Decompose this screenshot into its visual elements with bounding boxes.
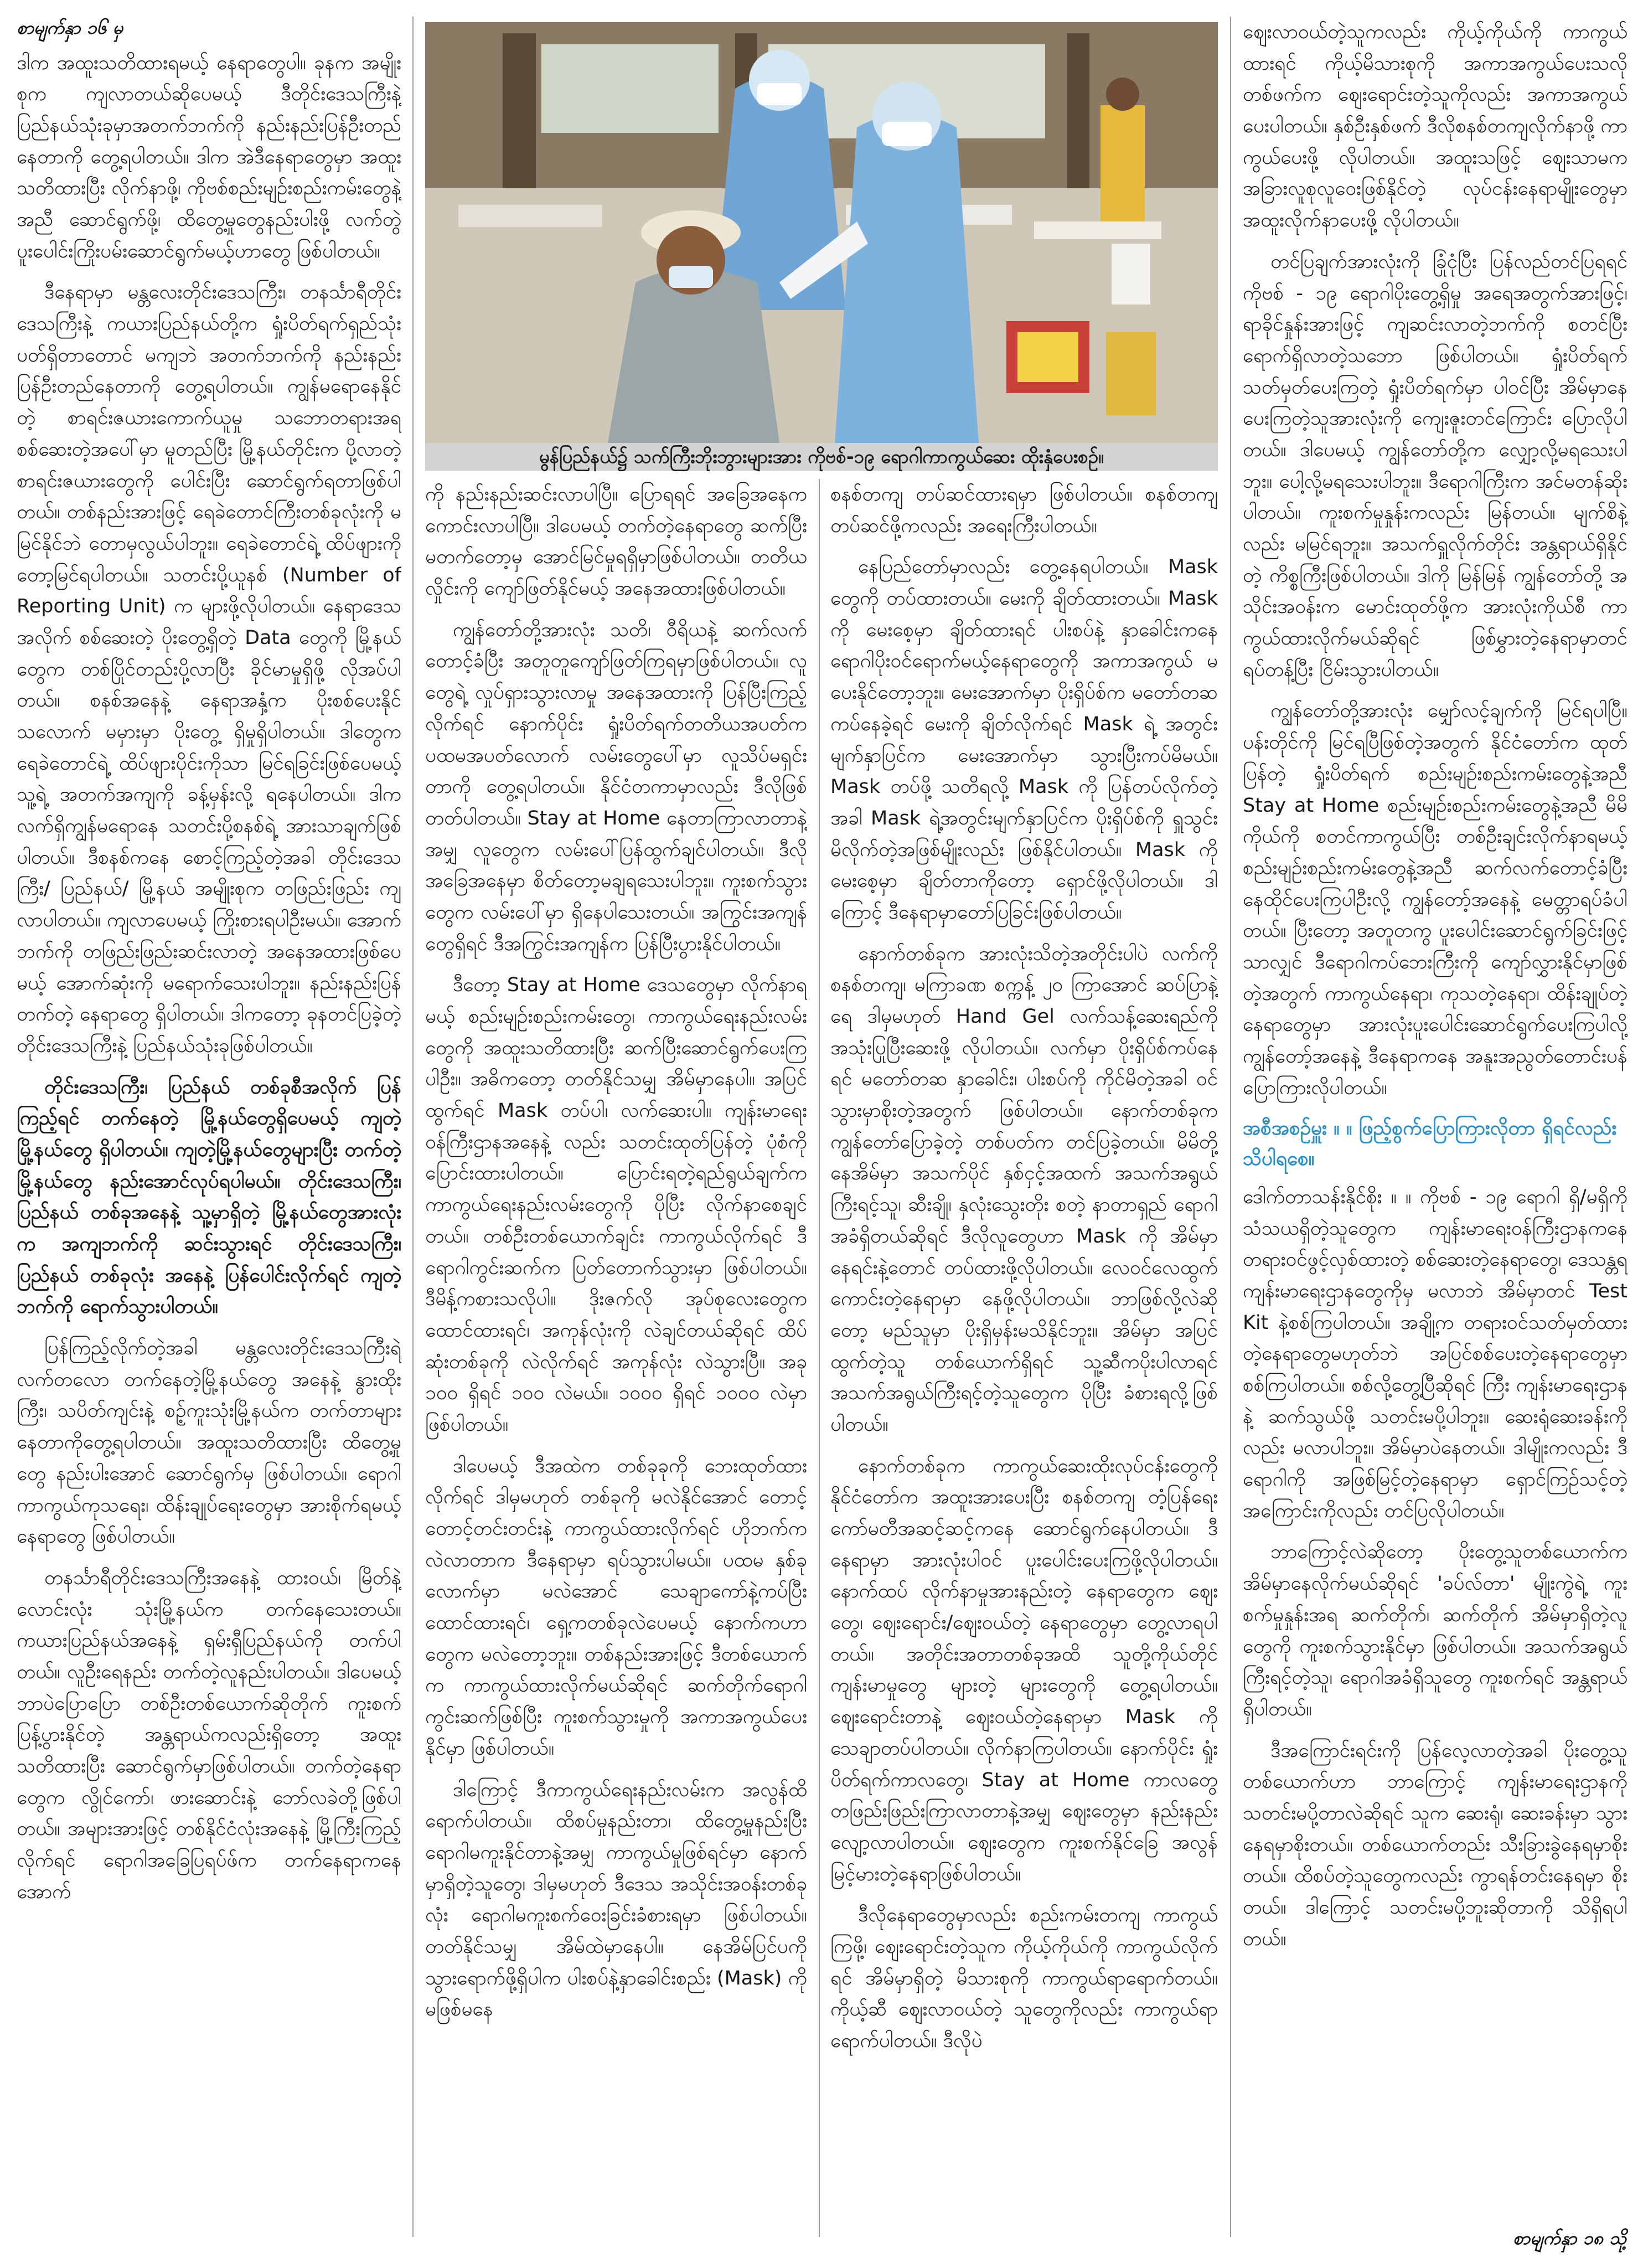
jump-from-label: စာမျက်နှာ ၁၆ မှ [17, 17, 123, 38]
paragraph: နောက်တစ်ခုက ကာကွယ်ဆေးထိုးလုပ်ငန်းတွေကို နိုင်ငံတော်က အထူးအားပေးပြီး စနစ်တကျ တံ့ပြန်ရေးကော်မတီအဆင့်ဆင့်ကနေ ဆောင်ရွက်နေပါတယ်။ ဒီနေရာမှာ အားလုံးပါဝင် ပူးပေါင်းပေးကြဖို့လိုပါတယ်။ နောက်ထပ် လိုက်နာမှုအားနည်းတဲ့ နေရာတွေက ဈေးတွေ၊ ဈေးရောင်း/ဈေးဝယ်တဲ့ နေရာတွေမှာ တွေ့လာရပါတယ်။ အတိုင်းအတာတစ်ခုအထိ သူတို့ကိုယ်တိုင် ကျန်းမာမှုတွေ များတဲ့ များတွေကို တွေ့ရပါတယ်။ ဈေးရောင်းတာနဲ့ ဈေးဝယ်တဲ့နေရာမှာ Mask ကို သေချာတပ်ပါတယ်။ လိုက်နာကြပါတယ်။ နောက်ပိုင်း ရှုံးပိတ်ရက်ကာလတွေ၊ Stay at Home ကာလတွေ တဖြည်းဖြည်းကြာလာတာနဲ့အမျှ ဈေးတွေမှာ နည်းနည်းလျော့လာပါတယ်။ ဈေးတွေက ကူးစက်နိုင်ခြေ အလွန်မြင့်မားတဲ့နေရာဖြစ်ပါတယ်။ [830, 1455, 1218, 1885]
paragraph: ပြန်ကြည့်လိုက်တဲ့အခါ မန္တလေးတိုင်းဒေသကြီးရဲ့ လက်တလော တက်နေတဲ့မြို့နယ်တွေ အနေနဲ့ နွားထိုးကြီး၊ သပိတ်ကျင်းနဲ့ စဉ့်ကူးသုံးမြို့နယ်က တက်တာများနေတာကိုတွေ့ရပါတယ်။ အထူးသတိထားပြီး ထိတွေ့မှုတွေ နည်းပါးအောင် ဆောင်ရွက်မှ ဖြစ်ပါတယ်။ ရောဂါ ကာကွယ်ကုသရေး၊ ထိန်းချုပ်ရေးတွေမှာ အားစိုက်ရမယ့် နေရာတွေ ဖြစ်ပါတယ်။ [17, 1337, 401, 1548]
paragraph: ဒီနေရာမှာ မန္တလေးတိုင်းဒေသကြီး၊ တနင်္သာရီတိုင်းဒေသကြီးနဲ့ ကယားပြည်နယ်တို့က ရှုံးပိတ်ရက်ရှည်သုံးပတ်ရှိတာတောင် မကျဘဲ အတက်ဘက်ကို နည်းနည်းပြန်ဦးတည်နေတာကို တွေ့ရပါတယ်။ ကျွန်မရောနေနိုင်တဲ့ စာရင်းဇယားကောက်ယူမှု သဘောတရားအရ စစ်ဆေးတဲ့အပေါ်မှာ မူတည်ပြီး မြို့နယ်တိုင်းက ပို့လာတဲ့ စာရင်းဇယားတွေကို ပေါင်းပြီး ဆောင်ရွက်ရတာဖြစ်ပါတယ်။ တစ်နည်းအားဖြင့် ရေခဲတောင်ကြီးတစ်ခုလုံးကို မမြင်နိုင်ဘဲ တောမှလွယ်ပါဘူး။ ရေခဲတောင်ရဲ့ ထိပ်ဖျားကို တော့မြင်ရပါတယ်။ သတင်းပို့ယူနစ် (Number of Reporting Unit) က များဖို့လိုပါတယ်။ နေရာဒေသအလိုက် စစ်ဆေးတဲ့ ပိုးတွေ့ရှိတဲ့ Data တွေကို မြို့နယ်တွေက တစ်ပြိုင်တည်းပို့လာပြီး ခိုင်မာမှုရှိဖို့ လိုအပ်ပါတယ်။ စနစ်အနေနဲ့ နေရာအနှံ့က ပိုးစစ်ပေးနိုင်သလောက် မမှားမှာ ပိုးတွေ့ ရှိမှုရှိပါတယ်။ ဒါတွေက ရေခဲတောင်ရဲ့ ထိပ်ဖျားပိုင်းကိုသာ မြင်ရခြင်းဖြစ်ပေမယ့် သူ့ရဲ့ အတက်အကျကို ခန့်မှန်းလို့ ရနေပါတယ်။ ဒါက လက်ရှိကျွန်မရောနေ သတင်းပို့စနစ်ရဲ့ အားသာချက်ဖြစ်ပါတယ်။ ဒီစနစ်ကနေ စောင့်ကြည့်တဲ့အခါ တိုင်းဒေသကြီး/ ပြည်နယ်/ မြို့နယ် အမျိုးစုက တဖြည်းဖြည်း ကျလာပါတယ်။ ကျလာပေမယ့် ကြိုးစားရပါဦးမယ်။ အောက်ဘက်ကို တဖြည်းဖြည်းဆင်းလာတဲ့ အနေအထားဖြစ်ပေမယ့် အောက်ဆုံးကို မရောက်သေးပါဘူး။ နည်းနည်းပြန်တက်တဲ့ နေရာတွေ ရှိပါတယ်။ ဒါကတော့ ခုနတင်ပြခဲ့တဲ့ တိုင်းဒေသကြီးနဲ့ ပြည်နယ်သုံးခုဖြစ်ပါတယ်။ [17, 281, 401, 1057]
paragraph: ဒီအကြောင်းရင်းကို ပြန်လေ့လာတဲ့အခါ ပိုးတွေ့သူတစ်ယောက်ဟာ ဘာကြောင့် ကျန်းမာရေးဌာနကို သတင်းမပို့တာလဲဆိုရင် သူက ဆေးရုံ၊ ဆေးခန်းမှာ သွားနေရမှာစိုးတယ်။ တစ်ယောက်တည်း သီးခြားခွဲနေရမှာစိုးတယ်။ ထိစပ်တဲ့သူတွေကလည်း ကွာရန်တင်းနေရမှာ စိုးတယ်။ ဒါကြောင့် သတင်းမပို့ဘူးဆိုတာကို သိရှိရပါတယ်။ [1243, 1739, 1628, 1950]
paragraph: နေပြည်တော်မှာလည်း တွေ့နေရပါတယ်။ Mask တွေကို တပ်ထားတယ်။ မေးကို ချိတ်ထားတယ်။ Mask ကို မေးစေ့မှာ ချိတ်ထားရင် ပါးစပ်နဲ့ နှာခေါင်းကနေ ရောဂါပိုးဝင်ရောက်မယ့်နေရာတွေကို အကာအကွယ် မပေးနိုင်တော့ဘူး။ မေးအောက်မှာ ပိုးရှိပ်စ်က မတော်တဆကပ်နေခဲ့ရင် မေးကို ချိတ်လိုက်ရင် Mask ရဲ့ အတွင်းမျက်နှာပြင်က မေးအောက်မှာ သွားပြီးကပ်မိမယ်။ Mask တပ်ဖို့ သတိရလို့ Mask ကို ပြန်တပ်လိုက်တဲ့အခါ Mask ရဲ့အတွင်းမျက်နှာပြင်က ပိုးရှိပ်စ်ကို ရှူသွင်းမိလိုက်တဲ့အဖြစ်မျိုးလည်း ဖြစ်နိုင်ပါတယ်။ Mask ကို မေးစေ့မှာ ချိတ်တာကိုတော့ ရှောင်ဖို့လိုပါတယ်။ ဒါကြောင့် ဒီနေရာမှာတော်ပြခြင်းဖြစ်ပါတယ်။ [830, 556, 1218, 924]
column-middle-2 [830, 479, 1218, 2237]
paragraph: နောက်တစ်ခုက အားလုံးသိတဲ့အတိုင်းပါပဲ လက်ကိုစနစ်တကျ၊ မကြာခဏ စက္ကန့် ၂၀ ကြာအောင် ဆပ်ပြာနဲ့ရေ ဒါမှမဟုတ် Hand Gel လက်သန့်ဆေးရည်ကို အသုံးပြုပြီးဆေးဖို့ လိုပါတယ်။ လက်မှာ ပိုးရှိပ်စ်ကပ်နေရင် မတော်တဆ နှာခေါင်း၊ ပါးစပ်ကို ကိုင်မိတဲ့အခါ ဝင်သွားမှာစိုးတဲ့အတွက် ဖြစ်ပါတယ်။ နောက်တစ်ခုက ကျွန်တော်ပြောခဲ့တဲ့ တစ်ပတ်က တင်ပြခဲ့တယ်။ မိမိတို့နေအိမ်မှာ အသက်ပိုင် နှစ်ငှင့်အထက် အသက်အရွယ်ကြီးရင့်သူ၊ ဆီးချို၊ နှလုံးသွေးတိုး စတဲ့ နာတာရှည် ရောဂါအခံရှိတယ်ဆိုရင် ဒီလိုလူတွေဟာ Mask ကို အိမ်မှာ နေရင်းနဲ့တောင် တပ်ထားဖို့လိုပါတယ်။ လေဝင်လေထွက်ကောင်းတဲ့နေရာမှာ နေဖို့လိုပါတယ်။ ဘာဖြစ်လို့လဲဆိုတော့ မည်သူမှာ ပိုးရှိမှန်းမသိနိုင်ဘူး။ အိမ်မှာ အပြင်ထွက်တဲ့သူ တစ်ယောက်ရှိရင် သူ့ဆီကပိုးပါလာရင် အသက်အရွယ်ကြီးရင့်တဲ့သူတွေက ပိုပြီး ခံစားရလို့ဖြစ်ပါတယ်။ [830, 942, 1218, 1436]
vaccination-scene-illustration [425, 22, 1218, 443]
paragraph: ကို နည်းနည်းဆင်းလာပါပြီ။ ပြောရရင် အခြေအနေက ကောင်းလာပါပြီ။ ဒါပေမယ့် တက်တဲ့နေရာတွေ ဆက်ပြီးမတက်တော့မှ အောင်မြင်မှုရရှိမှာဖြစ်ပါတယ်။ တတိယလှိုင်းကို ကျော်ဖြတ်နိုင်မယ့် အနေအထားဖြစ်ပါတယ်။ [425, 483, 807, 600]
paragraph: ဒါက အထူးသတိထားရမယ့် နေရာတွေပါ။ ခုနက အမျိုးစုက ကျလာတယ်ဆိုပေမယ့် ဒီတိုင်းဒေသကြီးနဲ့ ပြည်နယ်သုံးခုမှာအတက်ဘက်ကို နည်းနည်းပြန်ဦးတည်နေတာကို တွေ့ရပါတယ်။ ဒါက အဲဒီနေရာတွေမှာ အထူးသတိထားပြီး လိုက်နာဖို့၊ ကိုဗစ်စည်းမျဉ်းစည်းကမ်းတွေနဲ့အညီ ဆောင်ရွက်ဖို့၊ ထိတွေ့မှုတွေနည်းပါးဖို့ လက်တွဲပူးပေါင်းကြိုးပမ်းဆောင်ရွက်မယ့်ဟာတွေ ဖြစ်ပါတယ်။ [17, 51, 401, 262]
paragraph: ဒီလိုနေရာတွေမှာလည်း စည်းကမ်းတကျ ကာကွယ်ကြဖို့၊ ဈေးရောင်းတဲ့သူက ကိုယ့်ကိုယ်ကို ကာကွယ်လိုက်ရင် အိမ်မှာရှိတဲ့ မိသားစုကို ကာကွယ်ရာရောက်တယ်။ ကိုယ့်ဆီ ဈေးလာဝယ်တဲ့ သူတွေကိုလည်း ကာကွယ်ရာရောက်ပါတယ်။ ဒီလိုပဲ [830, 1904, 1218, 2052]
column-middle-1 [425, 479, 807, 2237]
interviewer-question: အစီအစဉ်မှူး ။ ။ ဖြည့်စွက်ပြောကြားလိုတာ ရှိရင်လည်း သိပါရစေ။ [1243, 1117, 1617, 1170]
paragraph: ဒေါက်တာသန်းနိုင်စိုး ။ ။ ကိုဗစ် - ၁၉ ရောဂါ ရှိ/မရှိကို သံသယရှိတဲ့သူတွေက ကျန်းမာရေးဝန်ကြီးဌာနကနေ တရားဝင်ဖွင့်လှစ်ထားတဲ့ စစ်ဆေးတဲ့နေရာတွေ၊ ဒေသန္တရ ကျန်းမာရေးဌာနတွေကိုမှ မလာဘဲ အိမ်မှာတင် Test Kit နဲ့စစ်ကြပါတယ်။ အချို့က တရားဝင်သတ်မှတ်ထားတဲ့နေရာတွေမဟုတ်ဘဲ အပြင်စစ်ပေးတဲ့နေရာတွေမှာ စစ်ကြပါတယ်။ စစ်လို့တွေ့ပြီဆိုရင် ကြီး ကျန်းမာရေးဌာနနဲ့ ဆက်သွယ်ဖို့ သတင်းမပို့ပါဘူး။ ဆေးရုံဆေးခန်းကိုလည်း မလာပါဘူး။ အိမ်မှာပဲနေတယ်။ ဒါမျိုးကလည်း ဒီရောဂါကို အဖြစ်မြင့်တဲ့နေရာမှာ ရှောင်ကြဉ်သင့်တဲ့ အကြောင်းကိုလည်း တင်ပြလိုပါတယ်။ [1243, 1185, 1628, 1522]
paragraph: ကျွန်တော်တို့အားလုံး သတိ၊ ဝီရိယနဲ့ ဆက်လက်တောင့်ခံပြီး အတူတူကျော်ဖြတ်ကြရမှာဖြစ်ပါတယ်။ လူတွေရဲ့ လှုပ်ရှားသွားလာမှု အနေအထားကို ပြန်ပြီးကြည့်လိုက်ရင် နောက်ပိုင်း ရှုံးပိတ်ရက်တတိယအပတ်က ပထမအပတ်လောက် လမ်းတွေပေါ်မှာ လူသိပ်မရှင်းတာကို တွေ့ရပါတယ်။ နိုင်ငံတကာမှာလည်း ဒီလိုဖြစ်တတ်ပါတယ်။ Stay at Home နေတာကြာလာတာနဲ့အမျှ လူတွေက လမ်းပေါ်ပြန်ထွက်ချင်ပါတယ်။ ဒီလိုအခြေအနေမှာ စိတ်တော့မချရသေးပါဘူး။ ကူးစက်သွားတွေက လမ်းပေါ်မှာ ရှိနေပါသေးတယ်။ အကြွင်းအကျန်တွေရှိရင် ဒီအကြွင်းအကျန်က ပြန်ပြီးပွားနိုင်ပါတယ်။ [425, 618, 807, 955]
column-divider [1230, 17, 1231, 2237]
paragraph: တင်ပြချက်အားလုံးကို ခြုံငုံပြီး ပြန်လည်တင်ပြရရင် ကိုဗစ် - ၁၉ ရောဂါပိုးတွေ့ရှိမှု အရေအတွက်အားဖြင့်၊ ရာခိုင်နှုန်းအားဖြင့် ကျဆင်းလာတဲ့ဘက်ကို စတင်ပြီး ရောက်ရှိလာတဲ့သဘော ဖြစ်ပါတယ်။ ရှုံးပိတ်ရက် သတ်မှတ်ပေးကြတဲ့ ရှုံးပိတ်ရက်မှာ ပါဝင်ပြီး အိမ်မှာနေပေးကြတဲ့သူအားလုံးကို ကျေးဇူးတင်ကြောင်း ပြောလိုပါတယ်။ ဒါပေမယ့် ကျွန်တော်တို့က လျှော့လို့မရသေးပါဘူး။ ပေါ့လို့မရသေးပါဘူး။ ဒီရောဂါကြီးက အင်မတန်ဆိုးပါတယ်။ ကူးစက်မှုနှုန်းကလည်း မြန်တယ်။ မျက်စိနဲ့လည်း မမြင်ရဘူး။ အသက်ရှူလိုက်တိုင်း အန္တရာယ်ရှိနိုင်တဲ့ ကိစ္စကြီးဖြစ်ပါတယ်။ ဒါကို မြန်မြန် ကျွန်တော်တို့ အသိုင်းအဝန်းက မောင်းထုတ်ဖို့က အားလုံးကိုယ်စီ ကာကွယ်ထားလိုက်မယ်ဆိုရင် ဖြစ်မွှားတဲ့နေရာမှာတင် ရပ်တန့်ပြီး ငြိမ်းသွားပါတယ်။ [1243, 250, 1628, 681]
paragraph: ဈေးလာဝယ်တဲ့သူကလည်း ကိုယ့်ကိုယ်ကို ကာကွယ်ထားရင် ကိုယ့်မိသားစုကို အကာအကွယ်ပေးသလို တစ်ဖက်က ဈေးရောင်းတဲ့သူကိုလည်း အကာအကွယ် ပေးပါတယ်။ နှစ်ဦးနှစ်ဖက် ဒီလိုစနစ်တကျလိုက်နာဖို့ ကာကွယ်ပေးဖို့ လိုပါတယ်။ အထူးသဖြင့် ဈေးသာမက အခြားလူစုလူဝေးဖြစ်နိုင်တဲ့ လုပ်ငန်းနေရာမျိုးတွေမှာ အထူးလိုက်နာပေးဖို့ လိုပါတယ်။ [1243, 21, 1628, 232]
paragraph: တနင်္သာရီတိုင်းဒေသကြီးအနေနဲ့ ထားဝယ်၊ မြိတ်နဲ့ လောင်းလုံး သုံးမြို့နယ်က တက်နေသေးတယ်။ ကယားပြည်နယ်အနေနဲ့ ရှမ်းရှီပြည်နယ်ကို တက်ပါတယ်။ လူဦးရေနည်း တက်တဲ့လူနည်းပါတယ်။ ဒါပေမယ့် ဘာပဲပြောပြော တစ်ဦးတစ်ယောက်ဆိုတိုက် ကူးစက်ပြန့်ပွားနိုင်တဲ့ အန္တရာယ်ကလည်းရှိတော့ အထူးသတိထားပြီး ဆောင်ရွက်မှာဖြစ်ပါတယ်။ တက်တဲ့နေရာတွေက လွိုင်ကော်၊ ဖားဆောင်းနဲ့ ဘော်လခဲတို့ဖြစ်ပါတယ်။ အများအားဖြင့် တစ်နိုင်ငံလုံးအနေနဲ့ မြို့ကြီးကြည့်လိုက်ရင် ရောဂါအခြေပြရပ်ဖ်က တက်နေရာကနေ အောက် [17, 1566, 401, 1903]
photo-caption: မွန်ပြည်နယ်၌ သက်ကြီးဘိုးဘွားများအား ကိုဗစ်-၁၉ ရောဂါကာကွယ်ဆေး ထိုးနှံပေးစဉ်။ [425, 443, 1218, 471]
column-divider [412, 17, 414, 2237]
column-left [17, 17, 401, 2237]
paragraph: ကျွန်တော်တို့အားလုံး မျှော်လင့်ချက်ကို မြင်ရပါပြီ။ ပန်းတိုင်ကို မြင်ရပြီဖြစ်တဲ့အတွက် နိုင်ငံတော်က ထုတ်ပြန်တဲ့ ရှုံးပိတ်ရက် စည်းမျဉ်းစည်းကမ်းတွေနဲ့အညီ Stay at Home စည်းမျဉ်းစည်းကမ်းတွေနဲ့အညီ မိမိကိုယ်ကို စတင်ကာကွယ်ပြီး တစ်ဦးချင်းလိုက်နာရမယ့် စည်းမျဉ်းစည်းကမ်းတွေနဲ့အညီ ဆက်လက်တောင့်ခံပြီး နေထိုင်ပေးကြပါဦးလို့ ကျွန်တော့်အနေနဲ့ မေတ္တာရပ်ခံပါတယ်။ ပြီးတော့ အတူတကွ ပူးပေါင်းဆောင်ရွက်ခြင်းဖြင့်သာလျှင် ဒီရောဂါကပ်ဘေးကြီးကို ကျော်လွှားနိုင်မှာဖြစ်တဲ့အတွက် ကာကွယ်နေရာ၊ ကုသတဲ့နေရာ၊ ထိန်းချုပ်တဲ့နေရာတွေမှာ အားလုံးပူးပေါင်းဆောင်ရွက်ပေးကြပါလို့ ကျွန်တော့်အနေနဲ့ ဒီနေရာကနေ အနူးအညွတ်တောင်းပန်ပြောကြားလိုပါတယ်။ [1243, 700, 1628, 1099]
paragraph: ဘာကြောင့်လဲဆိုတော့ ပိုးတွေ့သူတစ်ယောက်က အိမ်မှာနေလိုက်မယ်ဆိုရင် 'ခပ်လ်တာ' မျိုးကွဲရဲ့ ကူးစက်မှုနှုန်းအရ ဆက်တိုက်၊ ဆက်တိုက် အိမ်မှာရှိတဲ့လူတွေကို ကူးစက်သွားနိုင်မှာ ဖြစ်ပါတယ်။ အသက်အရွယ်ကြီးရင့်တဲ့သူ၊ ရောဂါအခံရှိသူတွေ ကူးစက်ရင် အန္တရာယ်ရှိပါတယ်။ [1243, 1541, 1628, 1720]
paragraph: ဒါကြောင့် ဒီကာကွယ်ရေးနည်းလမ်းက အလွန်ထိရောက်ပါတယ်။ ထိစပ်မှုနည်းတာ၊ ထိတွေ့မှုနည်းပြီး ရောဂါမကူးနိုင်တာနဲ့အမျှ ကာကွယ်မှုဖြစ်ရင်မှာ နောက်မှာရှိတဲ့သူတွေ၊ ဒါမှမဟုတ် ဒီဒေသ အသိုင်းအဝန်းတစ်ခုလုံး ရောဂါမကူးစက်ဝေးခြင်းခံစားရမှာ ဖြစ်ပါတယ်။ တတ်နိုင်သမျှ အိမ်ထဲမှာနေပါ။ နေအိမ်ပြင်ပကို သွားရောက်ဖို့ရှိပါက ပါးစပ်နဲ့နှာခေါင်းစည်း (Mask) ကို မဖြစ်မနေ [425, 1779, 807, 2021]
column-divider [819, 479, 820, 2237]
paragraph: စနစ်တကျ တပ်ဆင်ထားရမှာ ဖြစ်ပါတယ်။ စနစ်တကျ တပ်ဆင်ဖို့ကလည်း အရေးကြီးပါတယ်။ [830, 483, 1218, 537]
jump-to-label: စာမျက်နှာ ၁၈ သို့ [1513, 2228, 1626, 2249]
paragraph-bold: တိုင်းဒေသကြီး၊ ပြည်နယ် တစ်ခုစီအလိုက် ပြန်ကြည့်ရင် တက်နေတဲ့ မြို့နယ်တွေရှိပေမယ့် ကျတဲ့မြို့နယ်တွေ ရှိပါတယ်။ ကျတဲ့မြို့နယ်တွေများပြီး တက်တဲ့မြို့နယ်တွေ နည်းအောင်လုပ်ရပါမယ်။ တိုင်းဒေသကြီး၊ ပြည်နယ် တစ်ခုအနေနဲ့ သူ့မှာရှိတဲ့ မြို့နယ်တွေအားလုံးက အကျဘက်ကို ဆင်းသွားရင် တိုင်းဒေသကြီး၊ ပြည်နယ် တစ်ခုလုံး အနေနဲ့ ပြန်ပေါင်းလိုက်ရင် ကျတဲ့ဘက်ကို ရောက်သွားပါတယ်။ [17, 1076, 401, 1318]
news-photo [425, 22, 1218, 460]
column-right [1243, 17, 1628, 2226]
paragraph: ဒါပေမယ့် ဒီအထဲက တစ်ခုခုကို ဘေးထုတ်ထားလိုက်ရင် ဒါမှမဟုတ် တစ်ခုကို မလဲနိုင်အောင် တောင့်တောင့်တင်းတင်းနဲ့ ကာကွယ်ထားလိုက်ရင် ဟိုဘက်က လဲလာတာက ဒီနေရာမှာ ရပ်သွားပါမယ်။ ပထမ နှစ်ခုလောက်မှာ မလဲအောင် သေချာကော်နဲ့ကပ်ပြီး ထောင်ထားရင်၊ ရှေ့ကတစ်ခုလဲပေမယ့် နောက်ကဟာတွေက မလဲတော့ဘူး။ တစ်နည်းအားဖြင့် ဒီတစ်ယောက်က ကာကွယ်ထားလိုက်မယ်ဆိုရင် ဆက်တိုက်ရောဂါကွင်းဆက်ဖြစ်ပြီး ကူးစက်သွားမှုကို အကာအကွယ်ပေးနိုင်မှာ ဖြစ်ပါတယ်။ [425, 1455, 807, 1760]
paragraph: ဒီတော့ Stay at Home ဒေသတွေမှာ လိုက်နာရမယ့် စည်းမျဉ်းစည်းကမ်းတွေ၊ ကာကွယ်ရေးနည်းလမ်းတွေကို အထူးသတိထားပြီး ဆက်ပြီးဆောင်ရွက်ပေးကြပါဦး။ အဓိကတော့ တတ်နိုင်သမျှ အိမ်မှာနေပါ။ အပြင်ထွက်ရင် Mask တပ်ပါ၊ လက်ဆေးပါ။ ကျန်းမာရေးဝန်ကြီးဌာနအနေနဲ့ လည်း သတင်းထုတ်ပြန်တဲ့ ပုံစံကို ပြောင်းထားပါတယ်။ ပြောင်းရတဲ့ရည်ရွယ်ချက်က ကာကွယ်ရေးနည်းလမ်းတွေကို ပိုပြီး လိုက်နာစေချင်တယ်။ တစ်ဦးတစ်ယောက်ချင်း ကာကွယ်လိုက်ရင် ဒီရောဂါကွင်းဆက်က ပြတ်တောက်သွားမှာ ဖြစ်ပါတယ်။ ဒီမိန့်ကစားသလိုပါ။ ဒိုးဇက်လို အုပ်စုလေးတွေက ထောင်ထားရင်၊ အကုန်လုံးကို လဲချင်တယ်ဆိုရင် ထိပ်ဆုံးတစ်ခုကို လဲလိုက်ရင် အကုန်လုံး လဲသွားပြီ။ အခု ၁၀၀ ရှိရင် ၁၀၀ လဲမယ်။ ၁၀၀၀ ရှိရင် ၁၀၀၀ လဲမှာ ဖြစ်ပါတယ်။ [425, 974, 807, 1436]
